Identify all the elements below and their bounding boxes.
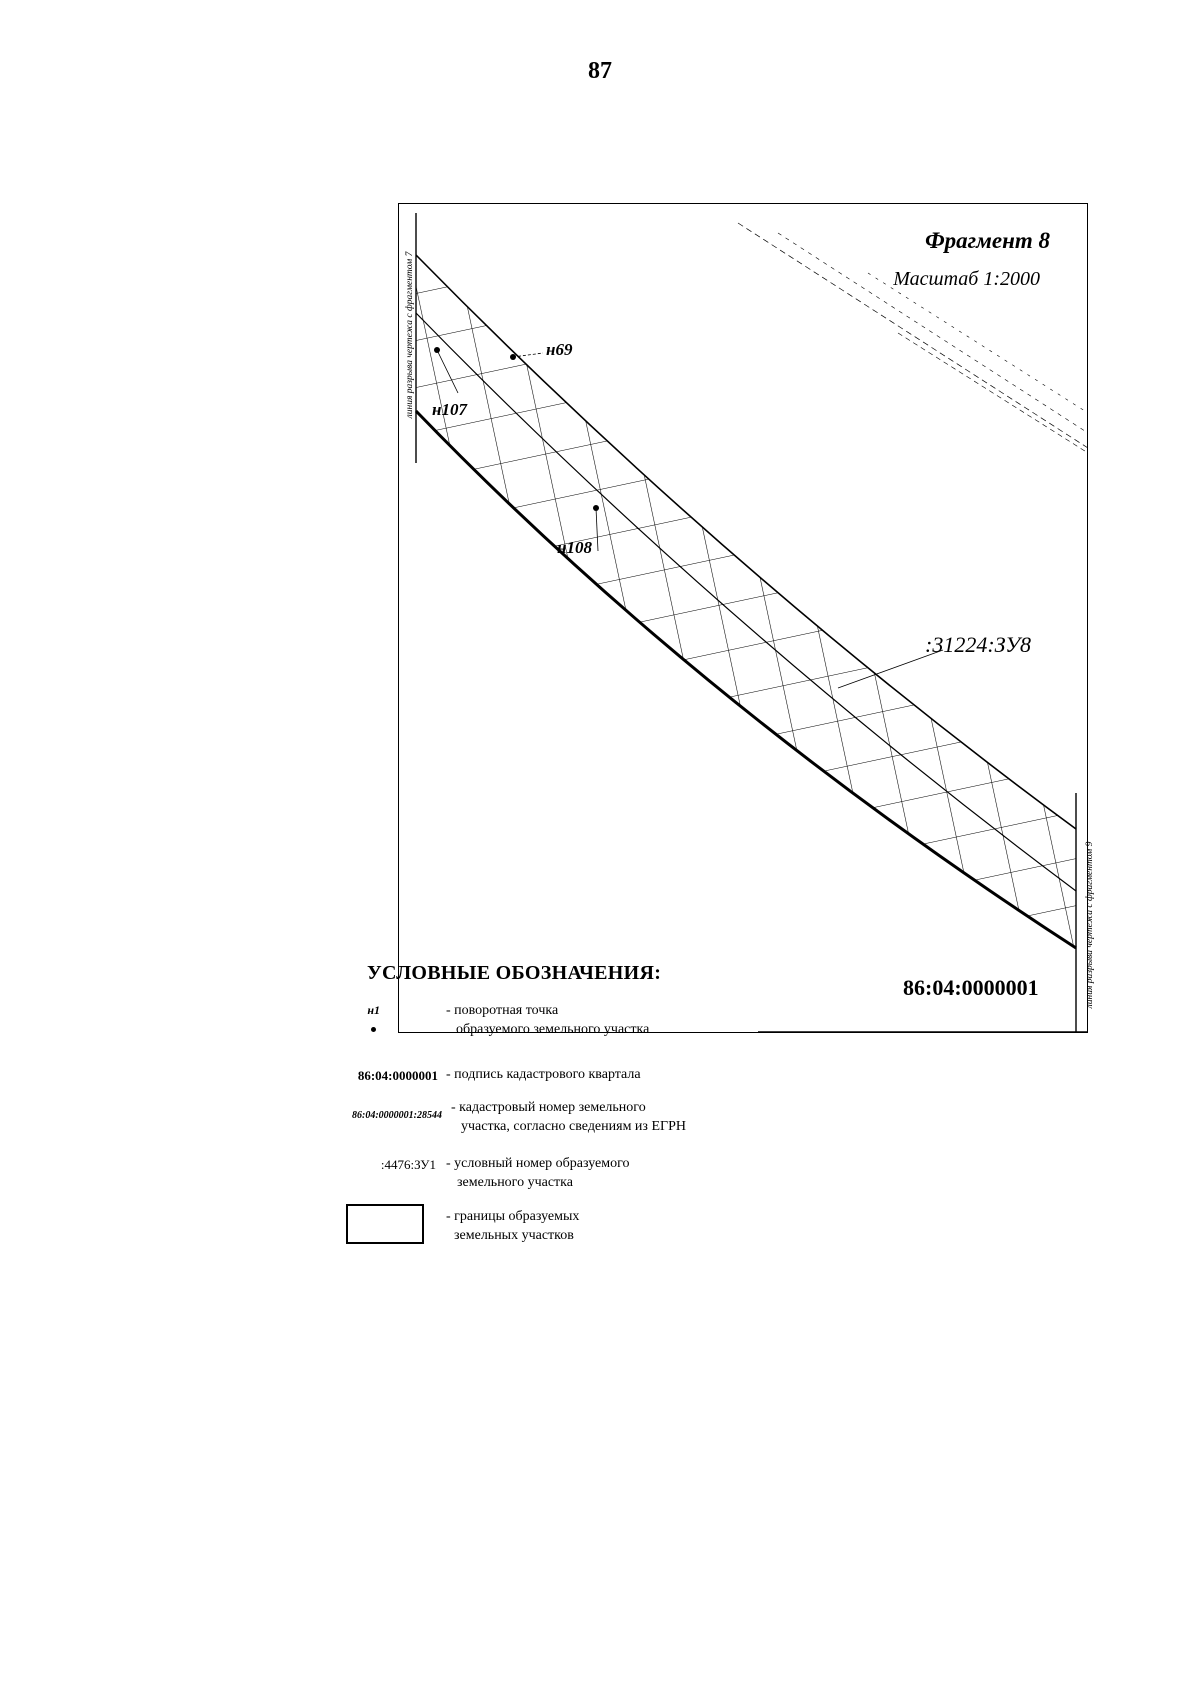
legend-text-quarter: - подпись кадастрового квартала — [446, 1067, 641, 1082]
parcel-boundary-upper — [416, 255, 1076, 829]
legend-text-cadastral-2: участка, согласно сведениям из ЕГРН — [461, 1119, 686, 1134]
legend-text-point-1: - поворотная точка — [446, 1003, 559, 1018]
legend-boundary-box-icon — [346, 1204, 424, 1244]
legend-text-cadastral-1: - кадастровый номер земельного — [451, 1100, 646, 1115]
reference-line-2 — [778, 233, 1088, 433]
legend-symbol-point: н1 — [367, 1003, 380, 1017]
page-number: 87 — [588, 58, 612, 84]
right-edge-label: линия разрыва чертежа с фрагментом 9 — [1085, 841, 1095, 1009]
legend-title: УСЛОВНЫЕ ОБОЗНАЧЕНИЯ: — [367, 962, 662, 984]
fragment-title: Фрагмент 8 — [925, 228, 1050, 253]
reference-line-4 — [898, 333, 1088, 453]
left-edge-label: линия разрыва чертежа с фрагментом 7 — [405, 251, 415, 419]
point-label-n108: н108 — [557, 538, 592, 557]
legend-symbol-conditional-number: :4476:ЗУ1 — [380, 1157, 436, 1172]
legend-symbol-cadastral-number: 86:04:0000001:28544 — [352, 1110, 442, 1121]
legend-dot-icon — [371, 1027, 376, 1032]
reference-line-1 — [738, 223, 1088, 448]
point-label-n107: н107 — [432, 400, 467, 419]
legend-text-conditional-2: земельного участка — [457, 1175, 573, 1190]
legend-symbol-quarter: 86:04:0000001 — [357, 1068, 438, 1083]
parcel-label: :31224:ЗУ8 — [925, 632, 1032, 657]
map-drawing — [398, 203, 1088, 1033]
point-label-n69: н69 — [546, 340, 573, 359]
cadastral-quarter-label: 86:04:0000001 — [903, 975, 1039, 1000]
legend-text-boundary-2: земельных участков — [454, 1228, 574, 1243]
reference-line-3 — [868, 273, 1088, 413]
legend-text-conditional-1: - условный номер образуемого — [446, 1156, 630, 1171]
legend-text-boundary-1: - границы образуемых — [446, 1209, 580, 1224]
legend-text-point-2: образуемого земельного участка — [456, 1022, 650, 1037]
fragment-scale: Масштаб 1:2000 — [893, 268, 1040, 290]
